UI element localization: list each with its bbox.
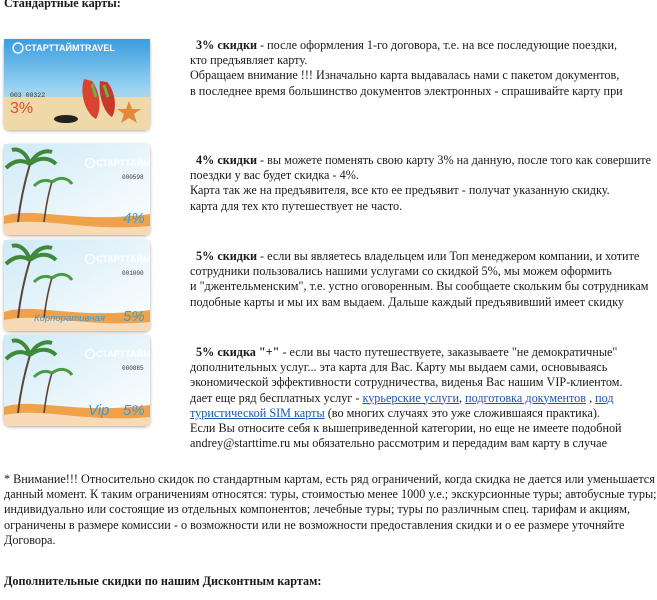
tourist-sim-card-link[interactable]: туристической SIM карты xyxy=(190,405,325,420)
card3-brand: СТАРТТАЙМ xyxy=(96,254,151,264)
discount-5-plus-title: 5% скидка "+" xyxy=(196,345,280,359)
additional-discounts-heading: Дополнительные скидки по нашим Дисконтным картам: xyxy=(4,574,322,588)
card3-label: Корпоративная xyxy=(34,313,105,324)
card-corporate-5-percent-image xyxy=(4,240,150,331)
card-corporate-description: 5% скидки - если вы являетесь владельцем или Топ менеджером компании, и хотите сотрудники пользовались нашими услугами со скидкой 5%, мы можем оформить и "джентельменским", т.е. устно оговоренным. Вы сообщаете скольким бы сотрудникам подобные карты и мы их вам выдаем. Дальше каждый предъявивший имеет скидку xyxy=(190,249,649,309)
card1-discount: 3% xyxy=(10,100,34,117)
card-4-percent-image xyxy=(4,144,150,235)
page-heading: Стандартные карты: xyxy=(4,0,121,10)
card4-label: Vip xyxy=(88,402,110,419)
document-preparation-link[interactable]: подготовка документов xyxy=(465,390,587,405)
card3-number: 001000 xyxy=(122,270,144,277)
courier-services-link[interactable]: курьерские услуги xyxy=(362,390,459,405)
card4-number: 000885 xyxy=(122,365,144,372)
more-services-link[interactable]: под xyxy=(595,390,614,405)
card-3-percent-description: 3% скидки - после оформления 1-го договора, т.е. на все последующие поездки, кто предъявляет карту. Обращаем внимание !!! Изначально карта выдавалась нами с пакетом документов, в последнее время большинство документов электронных - спрашивайте карту при xyxy=(190,38,623,98)
card2-number: 000598 xyxy=(122,174,144,181)
card2-brand: СТАРТТАЙМ xyxy=(96,158,151,168)
card-vip-5-percent-image xyxy=(4,335,150,426)
card2-discount: 4% xyxy=(123,210,145,227)
card1-number: 003 00322 xyxy=(10,92,46,99)
card-3-percent-image xyxy=(4,39,150,130)
card3-discount: 5% xyxy=(123,308,145,325)
discount-5-corporate-title: 5% скидки xyxy=(196,249,257,263)
card4-discount: 5% xyxy=(123,402,145,419)
card1-brand: СТАРТТАЙМTRAVEL xyxy=(25,43,115,53)
card-vip-description: 5% скидка "+" - если вы часто путешествуете, заказываете "не демократичные" дополнительных услуг... эта карта для Вас. Карту мы выдаем сами, основываясь экономической эффективности сотрудничества, виденья Вас нашим VIP-клиентом. дает еще ряд бесплатных услуг - курьерские услуги, подготовка документов , под туристической SIM карты (во многих случаях это уже сложившаяся практика). Если Вы относите себя к вышеприведенной категории, но еще не имеете подобной andrey@starttime.ru мы обязательно рассмотрим и передадим вам карту в случае xyxy=(190,345,623,451)
discount-4-title: 4% скидки xyxy=(196,153,257,167)
card4-brand: СТАРТТАЙМ xyxy=(96,349,151,359)
card-4-percent-description: 4% скидки - вы можете поменять свою карту 3% на данную, после того как совершите поездки у вас будет скидка - 4%. Карта так же на предъявителя, все кто ее предъявит - получат указанную скидку. карта для тех кто путешествует не часто. xyxy=(190,153,651,213)
discount-3-title: 3% скидки xyxy=(196,38,257,52)
discount-restrictions-note: * Внимание!!! Относительно скидок по стандартным картам, есть ряд ограничений, когда скидка не дается или уменьшается данный момент. К таким ограничениям относятся: туры, стоимостью менее 1000 у.е.; экскурсионные туры; автобусные туры; индивидуально или состоящие из отдельных компонентов; лечебные туры; туры по различным спец. тарифам и акциям, ограничены в размере комиссии - о возможности или не возможности предоставления скидки и о ее размере уточняйте Договора. xyxy=(4,472,657,547)
